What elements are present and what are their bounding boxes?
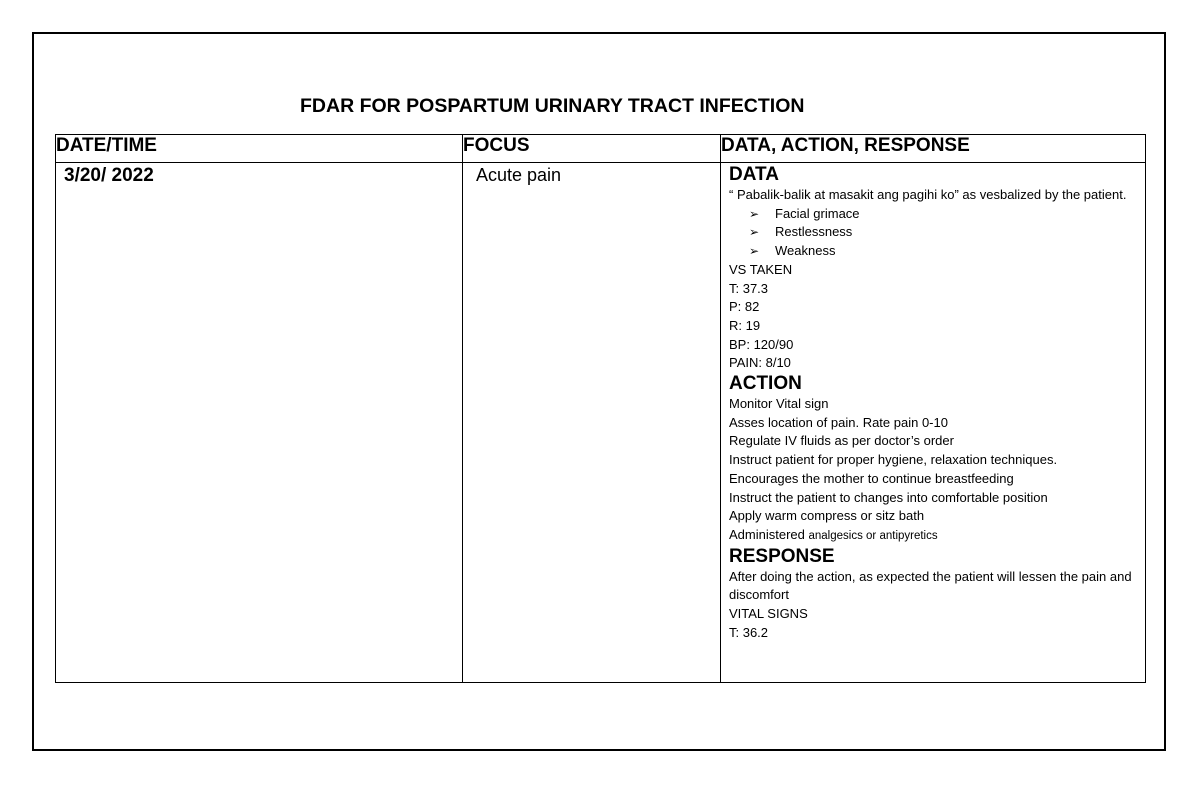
arrow-bullet-icon: ➢ <box>749 244 760 259</box>
vs-taken-heading: VS TAKEN <box>729 261 793 277</box>
table-header-row <box>56 135 1146 163</box>
action-item: Encourages the mother to continue breastfeeding <box>729 470 1014 486</box>
vital-temp: T: 37.3 <box>729 280 769 296</box>
data-heading: DATA <box>729 164 779 185</box>
document-title: FDAR FOR POSPARTUM URINARY TRACT INFECTION <box>300 95 805 117</box>
action-heading: ACTION <box>729 373 802 395</box>
arrow-bullet-icon: ➢ <box>749 225 760 240</box>
action-item: Instruct the patient to changes into comfortable position <box>729 489 1048 505</box>
action-item: Instruct patient for proper hygiene, relaxation techniques. <box>729 452 1058 468</box>
list-item: ➢ Facial grimace <box>749 205 1135 224</box>
vital-signs-heading: VITAL SIGNS <box>729 606 808 622</box>
vital-pain: PAIN: 8/10 <box>729 355 791 371</box>
dar-cell <box>721 163 1146 683</box>
list-item: ➢ Weakness <box>749 242 1135 261</box>
list-item: ➢ Restlessness <box>749 223 1135 242</box>
date-cell: 3/20/ 2022 <box>56 163 463 683</box>
response-heading: RESPONSE <box>729 545 835 567</box>
header-data-action-response: DATA, ACTION, RESPONSE <box>721 135 1146 163</box>
action-item-last: Administered analgesics or antipyretics <box>729 526 938 542</box>
action-item: Monitor Vital sign <box>729 396 829 412</box>
fdar-table <box>55 134 1146 683</box>
cue-list <box>729 205 1135 261</box>
header-focus: FOCUS <box>463 135 721 163</box>
action-item: Regulate IV fluids as per doctor’s order <box>729 433 954 449</box>
action-item: Asses location of pain. Rate pain 0-10 <box>729 414 948 430</box>
action-item: Apply warm compress or sitz bath <box>729 508 925 524</box>
vital-pulse: P: 82 <box>729 299 760 315</box>
response-text: After doing the action, as expected the patient will lessen the pain and discomfort <box>729 568 1132 603</box>
focus-cell: Acute pain <box>463 163 721 683</box>
vital-bp: BP: 120/90 <box>729 336 794 352</box>
patient-quote: “ Pabalik-balik at masakit ang pagihi ko” as vesbalized by the patient. <box>729 187 1127 202</box>
arrow-bullet-icon: ➢ <box>749 206 760 221</box>
response-vital-temp: T: 36.2 <box>729 624 769 640</box>
table-row <box>56 163 1146 683</box>
header-date-time: DATE/TIME <box>56 135 463 163</box>
vital-resp: R: 19 <box>729 317 761 333</box>
